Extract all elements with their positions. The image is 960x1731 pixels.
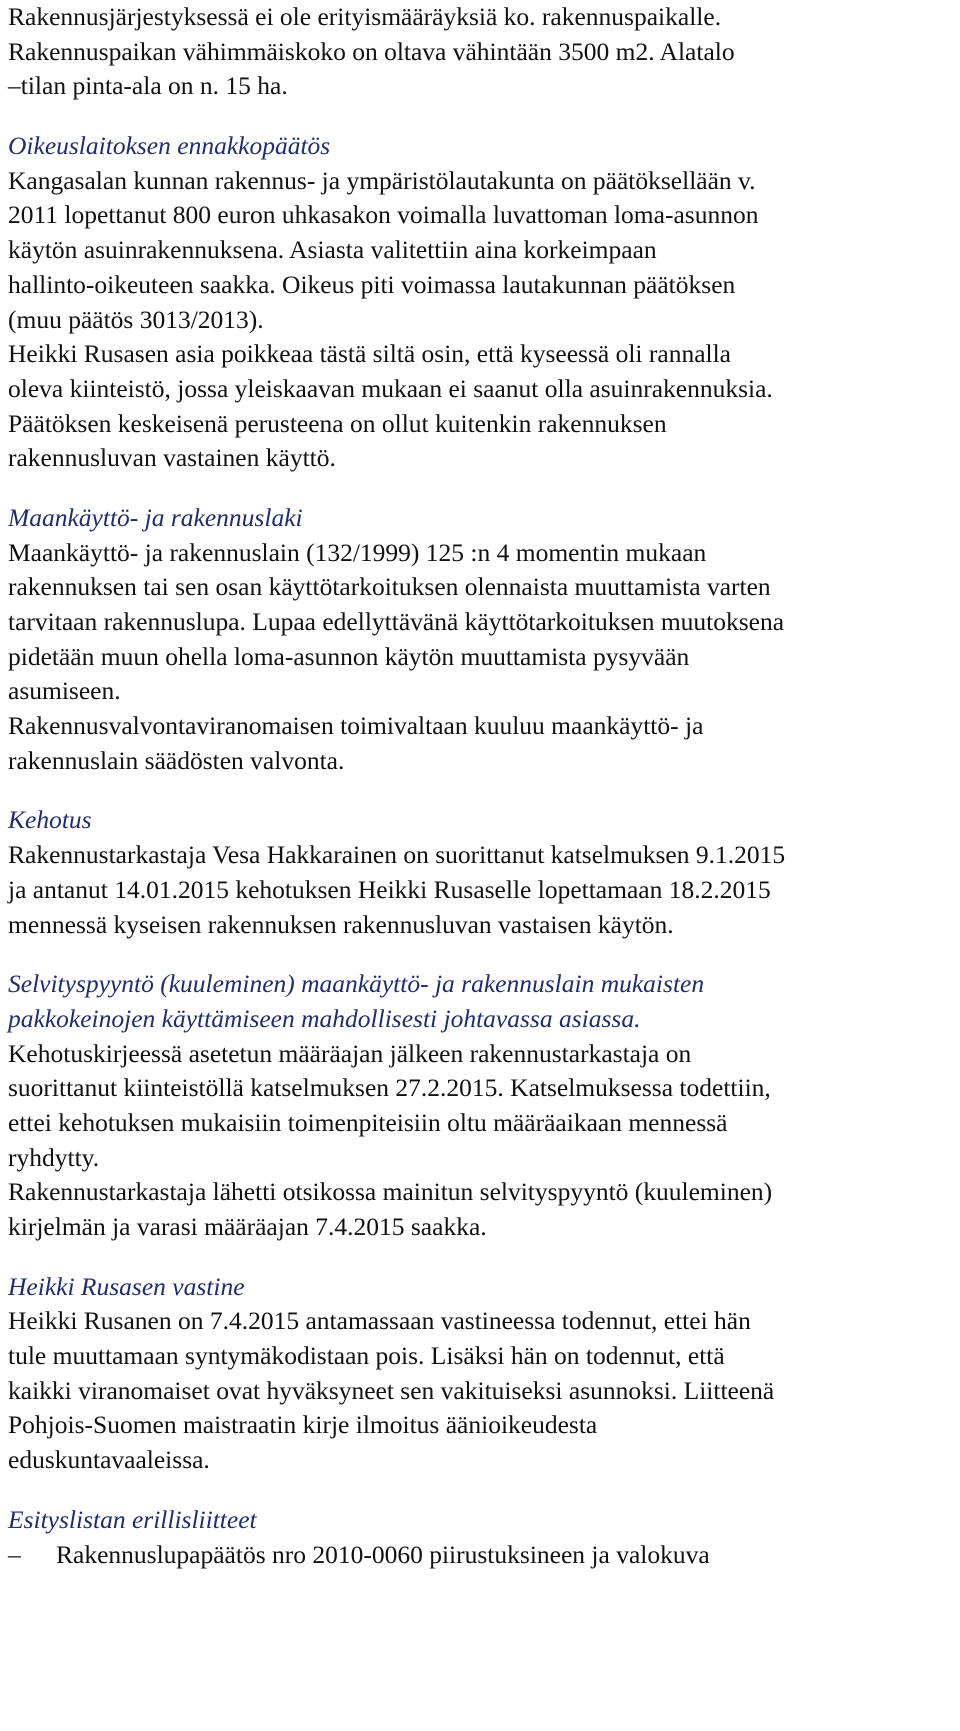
text-line: tule muuttamaan syntymäkodistaan pois. Lisäksi hän on todennut, että bbox=[8, 1341, 725, 1371]
text-line: rakennuksen tai sen osan käyttötarkoituksen olennaista muuttamista varten bbox=[8, 572, 771, 602]
text-line: Pohjois-Suomen maistraatin kirje ilmoitus äänioikeudesta bbox=[8, 1410, 598, 1440]
attachment-item bbox=[8, 1538, 953, 1573]
section-heading: pakkokeinojen käyttämiseen mahdollisesti johtavassa asiassa. bbox=[8, 1003, 641, 1033]
text-line: Rakennusjärjestyksessä ei ole erityismääräyksiä ko. rakennuspaikalle. bbox=[8, 2, 722, 31]
text-line: asumiseen. bbox=[8, 676, 121, 706]
spacer bbox=[8, 1245, 953, 1270]
text-line: Päätöksen keskeisenä perusteena on ollut kuitenkin rakennuksen bbox=[8, 408, 667, 438]
text-line: Heikki Rusanen on 7.4.2015 antamassaan vastineessa todennut, ettei hän bbox=[8, 1306, 751, 1336]
text-line: Kangasalan kunnan rakennus- ja ympäristölautakunta on päätöksellään v. bbox=[8, 165, 756, 195]
spacer bbox=[8, 942, 953, 967]
text-line: pidetään muun ohella loma-asunnon käytön muuttamista pysyvään bbox=[8, 641, 690, 671]
text-line: hallinto-oikeuteen saakka. Oikeus piti voimassa lautakunnan päätöksen bbox=[8, 269, 736, 299]
text-line: Rakennuspaikan vähimmäiskoko on oltava vähintään 3500 m2. Alatalo bbox=[8, 36, 735, 66]
text-line: Rakennustarkastaja Vesa Hakkarainen on suorittanut katselmuksen 9.1.2015 bbox=[8, 840, 786, 870]
text-line: Rakennusvalvontaviranomaisen toimivaltaan kuuluu maankäyttö- ja bbox=[8, 711, 704, 741]
text-line: käytön asuinrakennuksena. Asiasta valitettiin aina korkeimpaan bbox=[8, 235, 657, 265]
attachments-section bbox=[8, 1503, 953, 1572]
text-line: ettei kehotuksen mukaisiin toimenpiteisiin oltu määräaikaan mennessä bbox=[8, 1107, 728, 1137]
request-section bbox=[8, 803, 953, 942]
text-line: rakennuslain säädösten valvonta. bbox=[8, 745, 345, 775]
text-line: ryhdytty. bbox=[8, 1142, 100, 1172]
spacer bbox=[8, 778, 953, 803]
text-line: suorittanut kiinteistöllä katselmuksen 27.2.2015. Katselmuksessa todettiin, bbox=[8, 1073, 771, 1103]
text-line: kaikki viranomaiset ovat hyväksyneet sen vakituiseksi asunnoksi. Liitteenä bbox=[8, 1375, 775, 1405]
text-line: Heikki Rusasen asia poikkeaa tästä siltä osin, että kyseessä oli rannalla bbox=[8, 339, 732, 369]
section-heading: Selvityspyyntö (kuuleminen) maankäyttö- ja rakennuslain mukaisten bbox=[8, 969, 705, 999]
text-line: ja antanut 14.01.2015 kehotuksen Heikki Rusaselle lopettamaan 18.2.2015 bbox=[8, 874, 771, 904]
section-heading: Maankäyttö- ja rakennuslaki bbox=[8, 502, 303, 532]
text-line: mennessä kyseisen rakennuksen rakennusluvan vastaisen käytön. bbox=[8, 909, 674, 939]
land-use-law-section bbox=[8, 501, 953, 779]
text-line: 2011 lopettanut 800 euron uhkasakon voimalla luvattoman loma-asunnon bbox=[8, 200, 759, 230]
text-line: tarvitaan rakennuslupa. Lupaa edellyttävänä käyttötarkoituksen muutoksena bbox=[8, 607, 785, 636]
document-page bbox=[8, 0, 953, 1572]
text-line: kirjelmän ja varasi määräajan 7.4.2015 saakka. bbox=[8, 1212, 487, 1241]
attachment-label: Rakennuslupapäätös nro 2010-0060 piirustuksineen ja valokuva bbox=[56, 1539, 710, 1569]
text-line: Maankäyttö- ja rakennuslain (132/1999) 125 :n 4 momentin mukaan bbox=[8, 537, 707, 567]
section-heading: Esityslistan erillisliitteet bbox=[8, 1504, 257, 1534]
precedent-section bbox=[8, 129, 953, 476]
hearing-section bbox=[8, 967, 953, 1245]
text-line: rakennusluvan vastainen käyttö. bbox=[8, 443, 336, 473]
section-heading: Kehotus bbox=[8, 805, 92, 835]
text-line: Kehotuskirjeessä asetetun määräajan jälkeen rakennustarkastaja on bbox=[8, 1038, 692, 1068]
text-line: –tilan pinta-ala on n. 15 ha. bbox=[8, 71, 288, 101]
text-line: Rakennustarkastaja lähetti otsikossa mainitun selvityspyyntö (kuuleminen) bbox=[8, 1177, 773, 1207]
text-line: (muu päätös 3013/2013). bbox=[8, 304, 264, 334]
text-line: oleva kiinteistö, jossa yleiskaavan mukaan ei saanut olla asuinrakennuksia. bbox=[8, 373, 773, 403]
dash-bullet: – bbox=[8, 1539, 21, 1569]
text-line: eduskuntavaaleissa. bbox=[8, 1445, 210, 1475]
spacer bbox=[8, 476, 953, 501]
response-section bbox=[8, 1270, 953, 1478]
intro-section bbox=[8, 0, 953, 104]
section-heading: Heikki Rusasen vastine bbox=[8, 1271, 245, 1301]
spacer bbox=[8, 104, 953, 129]
spacer bbox=[8, 1478, 953, 1503]
section-heading: Oikeuslaitoksen ennakkopäätös bbox=[8, 131, 331, 161]
